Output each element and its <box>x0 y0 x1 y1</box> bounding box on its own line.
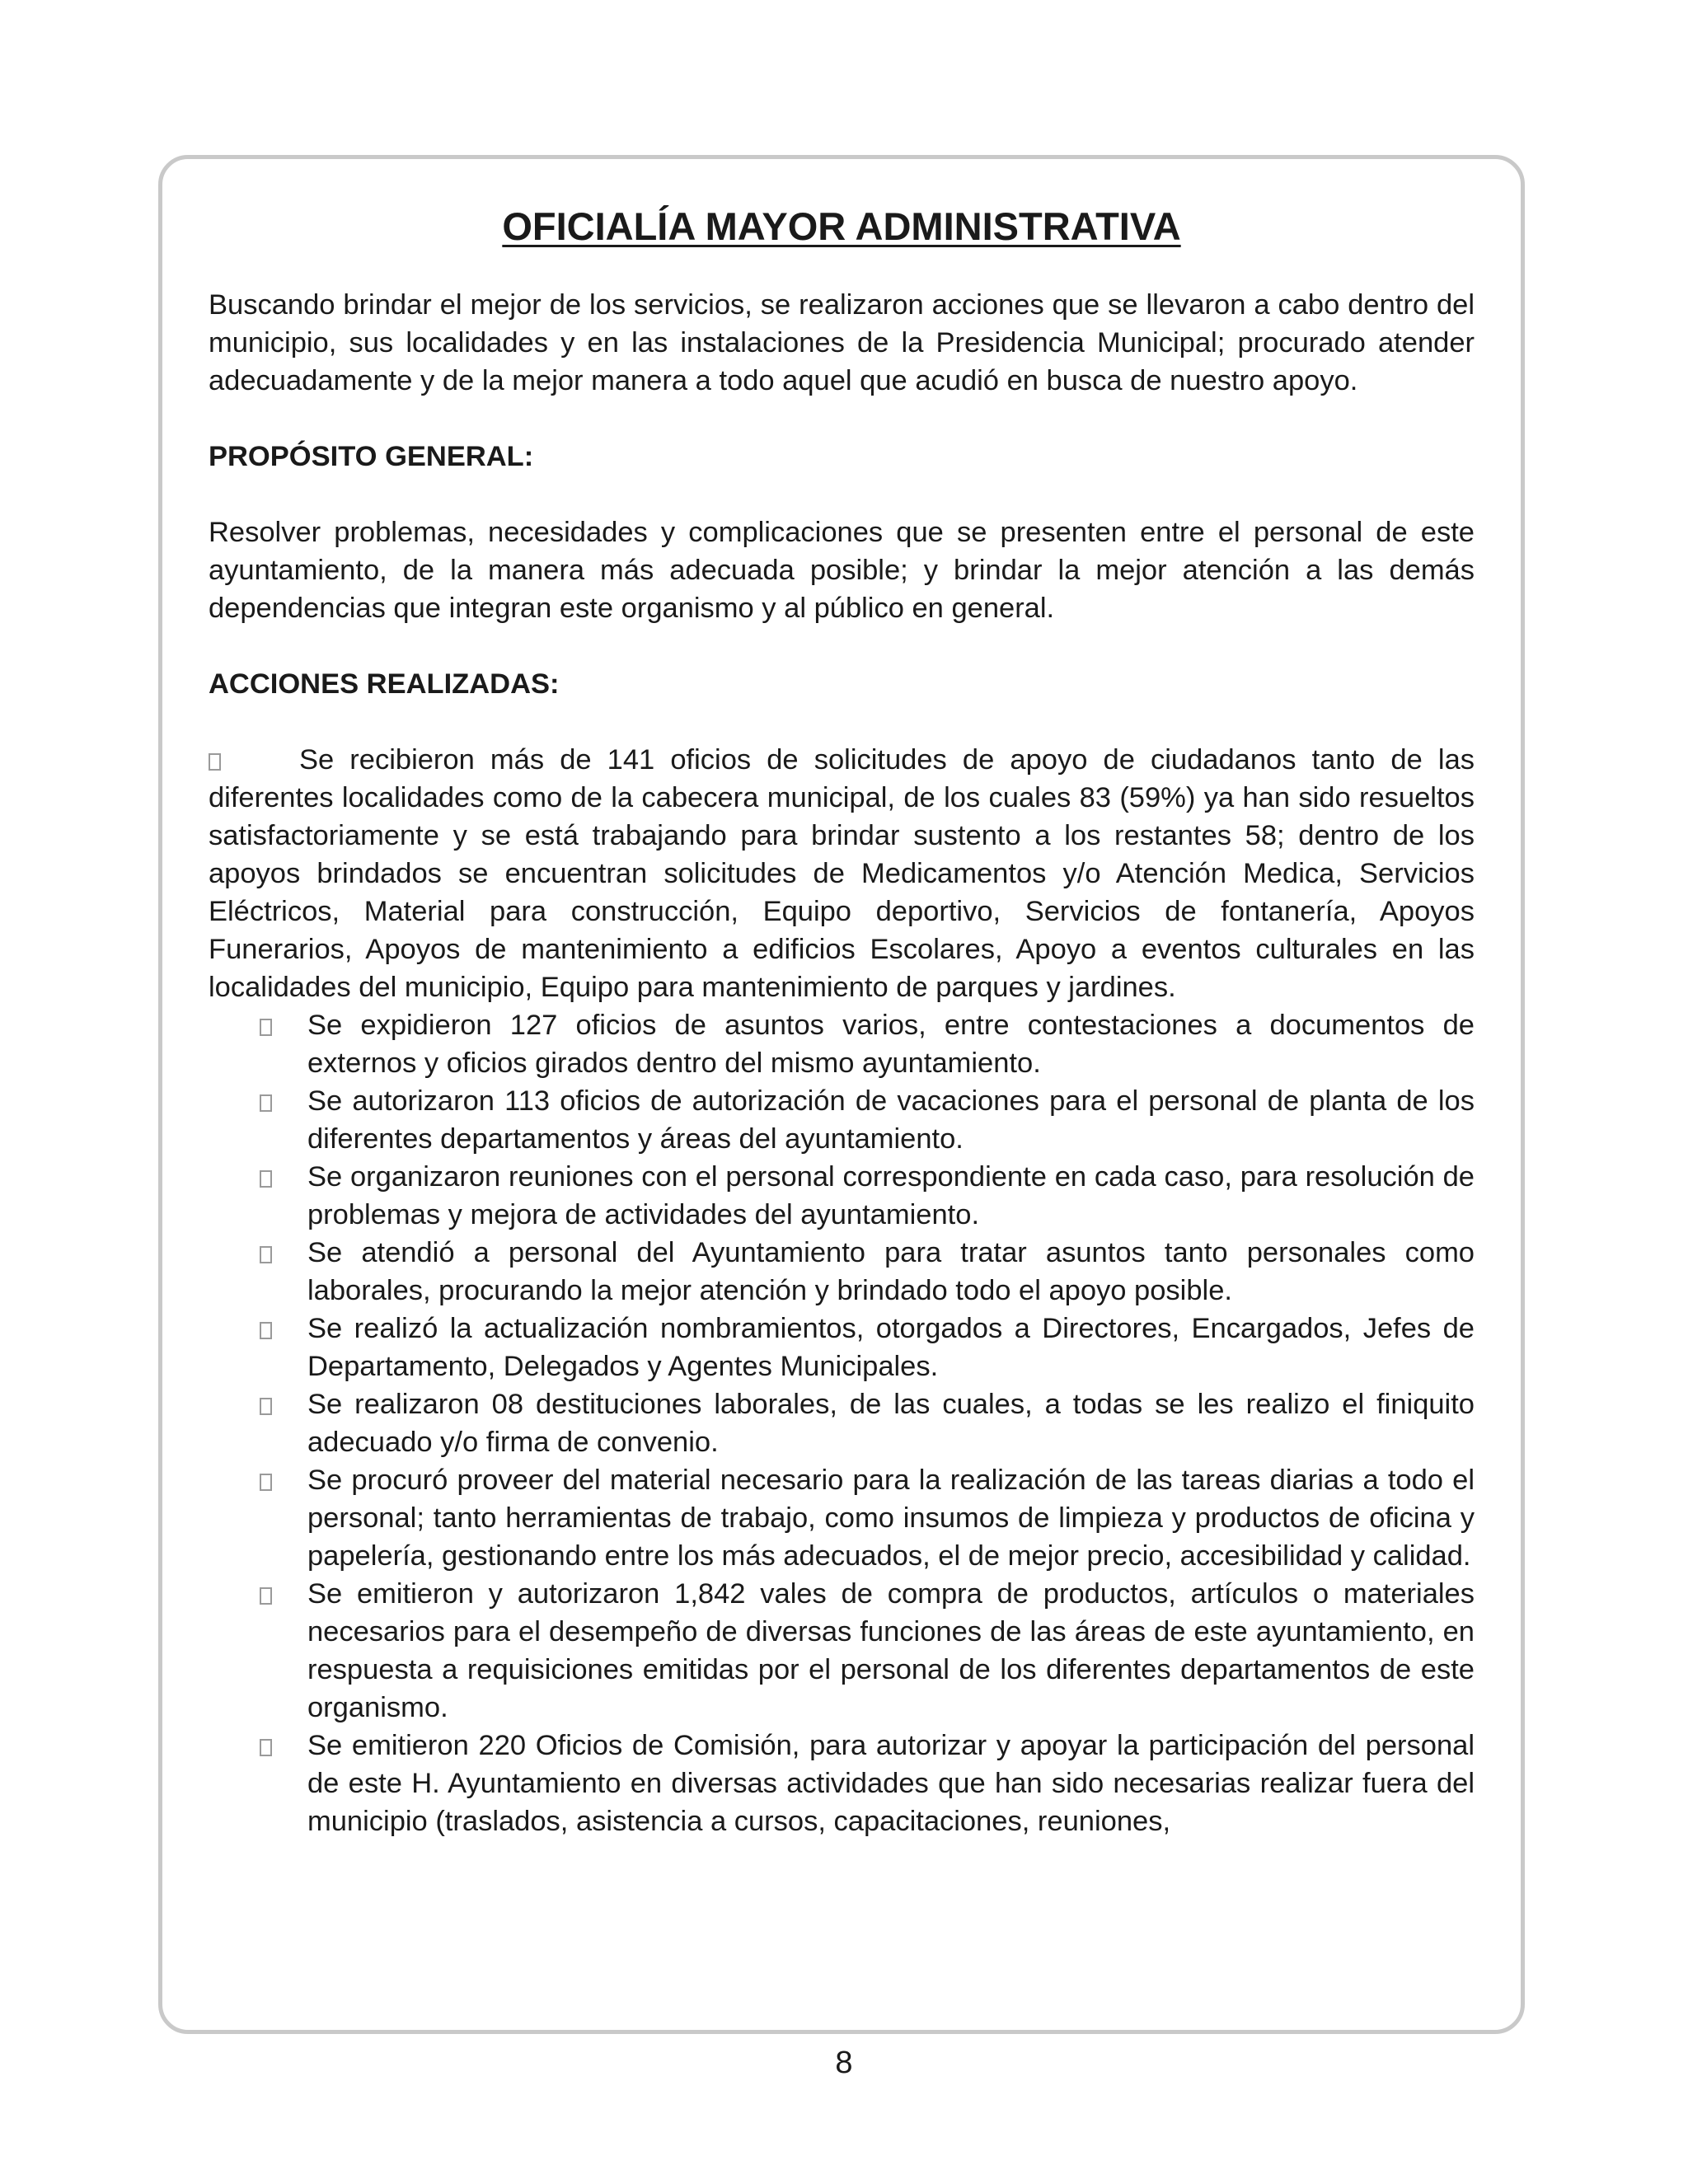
checkbox-glyph-icon <box>260 1385 272 1423</box>
page-number: 8 <box>835 2046 853 2080</box>
list-item-text: Se autorizaron 113 oficios de autorización de vacaciones para el personal de planta de los diferentes departamentos y áreas del ayuntamiento. <box>307 1085 1475 1155</box>
checkbox-glyph-icon <box>260 1158 272 1196</box>
list-item <box>209 1385 1475 1461</box>
actions-first-item <box>209 741 1475 1006</box>
list-item <box>209 1575 1475 1727</box>
list-item <box>209 1006 1475 1082</box>
page-title: OFICIALÍA MAYOR ADMINISTRATIVA <box>502 204 1181 248</box>
checkbox-glyph-icon <box>260 1727 272 1765</box>
list-item <box>209 1461 1475 1575</box>
list-item <box>209 1158 1475 1234</box>
list-item <box>209 1727 1475 1840</box>
list-item-text: Se organizaron reuniones con el personal correspondiente en cada caso, para resolución de problemas y mejora de actividades del ayuntamiento. <box>307 1161 1475 1230</box>
actions-first-item-text: Se recibieron más de 141 oficios de solicitudes de apoyo de ciudadanos tanto de las diferentes localidades como de la cabecera municipal, de los cuales 83 (59%) ya han sido resueltos satisfactoriamente y se está trabajando para brindar sustento a los restantes 58; dentro de los apoyos brindados se encuentran solicitudes de Medicamentos y/o Atención Medica, Servicios Eléctricos, Material para construcción, Equipo deportivo, Servicios de fontanería, Apoyos Funerarios, Apoyos de mantenimiento a edificios Escolares, Apoyo a eventos culturales en las localidades del municipio, Equipo para mantenimiento de parques y jardines. <box>209 744 1475 1003</box>
list-item <box>209 1082 1475 1158</box>
page-content <box>209 202 1475 1997</box>
list-item <box>209 1234 1475 1310</box>
list-item-text: Se realizaron 08 destituciones laborales, de las cuales, a todas se les realizo el finiquito adecuado y/o firma de convenio. <box>307 1389 1475 1458</box>
checkbox-glyph-icon <box>260 1082 272 1120</box>
purpose-heading: PROPÓSITO GENERAL: <box>209 441 534 472</box>
checkbox-glyph-icon <box>260 1575 272 1613</box>
list-item-text: Se emitieron 220 Oficios de Comisión, para autorizar y apoyar la participación del personal de este H. Ayuntamiento en diversas actividades que han sido necesarias realizar fuera del municipio (traslados, asistencia a cursos, capacitaciones, reuniones, <box>307 1730 1475 1837</box>
checkbox-glyph-icon <box>260 1310 272 1347</box>
list-item-text: Se realizó la actualización nombramientos, otorgados a Directores, Encargados, Jefes de Departamento, Delegados y Agentes Municipales. <box>307 1313 1475 1382</box>
actions-list <box>209 1006 1475 1840</box>
checkbox-glyph-icon <box>260 1234 272 1272</box>
actions-heading: ACCIONES REALIZADAS: <box>209 668 560 700</box>
intro-paragraph: Buscando brindar el mejor de los servicios, se realizaron acciones que se llevaron a cabo dentro del municipio, sus localidades y en las instalaciones de la Presidencia Municipal; procurado atender adecuadamente y de la mejor manera a todo aquel que acudió en busca de nuestro apoyo. <box>209 289 1475 396</box>
checkbox-glyph-icon <box>260 1461 272 1499</box>
checkbox-glyph-icon <box>260 1006 272 1044</box>
checkbox-glyph-icon <box>209 741 299 779</box>
list-item <box>209 1310 1475 1385</box>
list-item-text: Se atendió a personal del Ayuntamiento para tratar asuntos tanto personales como laborales, procurando la mejor atención y brindado todo el apoyo posible. <box>307 1237 1475 1306</box>
page-frame <box>158 155 1525 2034</box>
purpose-paragraph: Resolver problemas, necesidades y complicaciones que se presenten entre el personal de este ayuntamiento, de la manera más adecuada posible; y brindar la mejor atención a las demás dependencias que integran este organismo y al público en general. <box>209 517 1475 624</box>
list-item-text: Se emitieron y autorizaron 1,842 vales de compra de productos, artículos o materiales necesarios para el desempeño de diversas funciones de las áreas de este ayuntamiento, en respuesta a requisiciones emitidas por el personal de los diferentes departamentos de este organismo. <box>307 1578 1475 1723</box>
list-item-text: Se expidieron 127 oficios de asuntos varios, entre contestaciones a documentos de externos y oficios girados dentro del mismo ayuntamiento. <box>307 1010 1475 1079</box>
list-item-text: Se procuró proveer del material necesario para la realización de las tareas diarias a todo el personal; tanto herramientas de trabajo, como insumos de limpieza y productos de oficina y papelería, gestionando entre los más adecuados, el de mejor precio, accesibilidad y calidad. <box>307 1465 1475 1572</box>
